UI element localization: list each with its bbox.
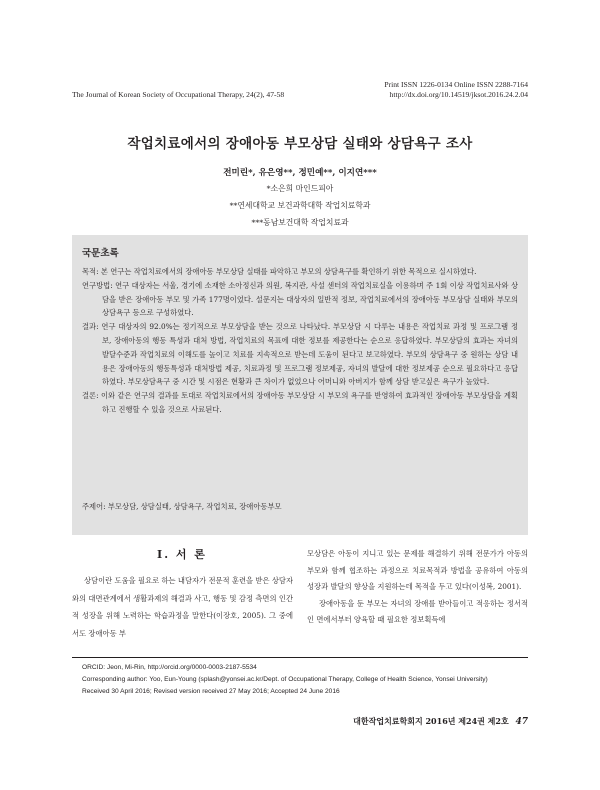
footnote-corresponding: Corresponding author: Yoo, Eun-Young (splash@yonsei.ac.kr/Dept. of Occupational Therapy, College of Health Science, Yonsei University) (82, 676, 488, 683)
intro-right-para-2: 장애아동을 둔 부모는 자녀의 장애를 받아들이고 적응하는 정서적인 면에서부터 양육할 때 필요한 정보획득에 (307, 598, 528, 624)
issn-line (384, 80, 528, 100)
intro-right-column (307, 546, 528, 629)
keywords: 주제어: 부모상담, 상담실태, 상담욕구, 작업치료, 장애아동부모 (82, 502, 282, 511)
abstract-results: 결과: 연구 대상자의 92.0%는 정기적으로 부모상담을 받는 것으로 나타났다. 부모상담 시 다루는 내용은 작업치료 과정 및 프로그램 정보, 장애아동의 행동 특성과 대처 방법, 작업치료의 목표에 대한 정보를 제공한다는 순으로 응답하였다. 부모상담의 효과는 자녀의 발달수준과 작업치료의 이해도를 높이고 치료를 지속적으로 받는데 도움이 된다고 보고하였다. 부모의 상담욕구 중 원하는 상담 내용은 장애아동의 행동특성과 대처방법 제공, 치료과정 및 프로그램 정보제공, 자녀의 발달에 대한 정보제공 순으로 필요하다고 응답하였다. 부모상담욕구 중 시간 및 시점은 현황과 큰 차이가 없었으나 어머니와 아버지가 함께 상담 받고싶은 욕구가 높았다. (82, 322, 518, 387)
footnote-divider (72, 657, 528, 658)
paper-title: 작업치료에서의 장애아동 부모상담 실태와 상담욕구 조사 (127, 136, 473, 152)
issn-text: Print ISSN 1226-0134 Online ISSN 2288-7164 (384, 80, 528, 89)
footnote-received: Received 30 April 2016; Revised version received 27 May 2016; Accepted 24 June 2016 (82, 688, 340, 695)
footnote-orcid: ORCID: Jeon, Mi-Rin, http://orcid.org/0000-0003-2187-5534 (82, 664, 257, 671)
intro-left-column: 상담이란 도움을 필요로 하는 내담자가 전문적 훈련을 받은 상담자와의 대면관계에서 생활과제의 해결과 사고, 행동 및 감정 측면의 인간적 성장을 위해 노력하는 학습과정을 말한다(이장호, 2005). 그 중에서도 장애아동 부 (72, 576, 293, 638)
affiliation-2: **연세대학교 보건과학대학 작업치료학과 (229, 201, 371, 210)
page-number: 47 (515, 717, 528, 727)
doi-link[interactable]: http://dx.doi.org/10.14519/jksot.2016.24.2.04 (389, 90, 528, 99)
abstract-conclusion: 결론: 이와 같은 연구의 결과를 토대로 작업치료에서의 장애아동 부모상담 시 부모의 욕구를 반영하여 효과적인 장애아동 부모상담을 계획하고 진행할 수 있을 것으로 사료된다. (82, 391, 518, 414)
abstract-methods: 연구방법: 연구 대상자는 서울, 경기에 소재한 소아정신과 의원, 복지관, 사설 센터의 작업치료실을 이용하며 주 1회 이상 작업치료사와 상담을 받은 장애아동 부모 및 가족 177명이었다. 설문지는 대상자의 일반적 정보, 작업치료에서의 장애아동 부모상담 실태와 부모의 상담욕구 등으로 구성하였다. (82, 280, 518, 318)
abstract-purpose: 목적: 본 연구는 작업치료에서의 장애아동 부모상담 실태를 파악하고 부모의 상담욕구를 확인하기 위한 목적으로 실시하였다. (82, 267, 477, 276)
author-list: 전미린*, 유은영**, 정민예**, 이지연*** (223, 168, 377, 178)
affiliation-3: ***동남보건대학 작업치료과 (251, 218, 349, 227)
abstract-body (82, 265, 518, 417)
affiliations (0, 180, 600, 231)
footer-journal: 대한작업치료학회지 2016년 제24권 제2호 (353, 716, 509, 726)
abstract-heading: 국문초록 (82, 248, 119, 259)
journal-citation: The Journal of Korean Society of Occupational Therapy, 24(2), 47-58 (72, 90, 285, 99)
affiliation-1: *소은희 마인드피아 (266, 184, 334, 193)
section-heading: Ⅰ. 서 론 (157, 548, 207, 561)
footnotes (82, 662, 488, 698)
intro-right-para-1: 모상담은 아동이 지니고 있는 문제를 해결하기 위해 전문가가 아동의 부모와 함께 협조하는 과정으로 치료목적과 방법을 공유하여 아동의 성장과 발달의 향상을 지원하는데 목적을 두고 있다(이성복, 2001). (307, 549, 528, 591)
page-footer (353, 716, 528, 727)
